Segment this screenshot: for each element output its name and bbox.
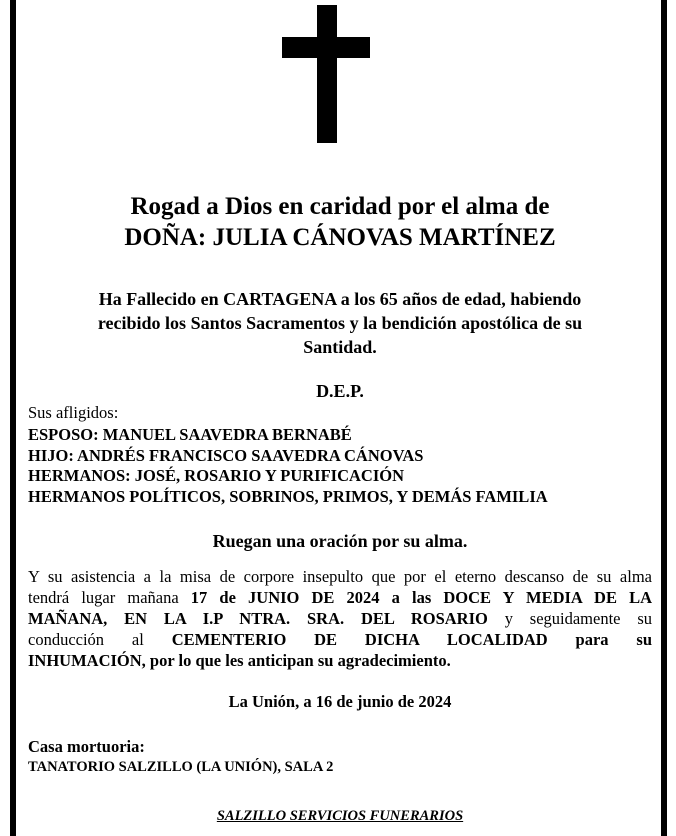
mass-line-3: MAÑANA, EN LA I.P NTRA. SRA. DEL ROSARIO y seguidamente su: [28, 609, 653, 628]
mass-line-1: Y su asistencia a la misa de corpore insepulto que por el eterno descanso de su alma: [28, 567, 652, 586]
intro-line-2: recibido los Santos Sacramentos y la bendición apostólica de su: [97, 313, 583, 333]
funeral-home-label: Casa mortuoria:: [28, 737, 145, 756]
mass-line-5: INHUMACIÓN, por lo que les anticipan su agradecimiento.: [28, 651, 451, 670]
dep-text: D.E.P.: [316, 381, 364, 401]
mourner-line: HERMANOS: JOSÉ, ROSARIO Y PURIFICACIÓN: [28, 466, 405, 485]
funeral-home-value: TANATORIO SALZILLO (LA UNIÓN), SALA 2: [28, 759, 334, 775]
right-border: [661, 0, 667, 836]
mass-line-2: tendrá lugar mañana 17 de JUNIO DE 2024 a las DOCE Y MEDIA DE LA: [28, 588, 652, 607]
mourner-line: HIJO: ANDRÉS FRANCISCO SAAVEDRA CÁNOVAS: [28, 446, 424, 465]
mourner-line: HERMANOS POLÍTICOS, SOBRINOS, PRIMOS, Y DEMÁS FAMILIA: [28, 487, 548, 506]
mourners-label: Sus afligidos:: [28, 403, 119, 422]
footer-company: SALZILLO SERVICIOS FUNERARIOS: [216, 808, 464, 824]
intro-line-1: Ha Fallecido en CARTAGENA a los 65 años de edad, habiendo: [98, 289, 582, 309]
mourner-line: ESPOSO: MANUEL SAAVEDRA BERNABÉ: [28, 425, 352, 444]
heading-line-1: Rogad a Dios en caridad por el alma de: [130, 193, 550, 220]
deceased-name: DOÑA: JULIA CÁNOVAS MARTÍNEZ: [124, 224, 556, 251]
date-line: La Unión, a 16 de junio de 2024: [228, 692, 452, 711]
intro-line-3: Santidad.: [303, 337, 377, 357]
prayer-text: Ruegan una oración por su alma.: [212, 531, 468, 551]
left-border: [10, 0, 16, 836]
mass-line-4: conducción al CEMENTERIO DE DICHA LOCALIDAD para su: [28, 630, 653, 649]
